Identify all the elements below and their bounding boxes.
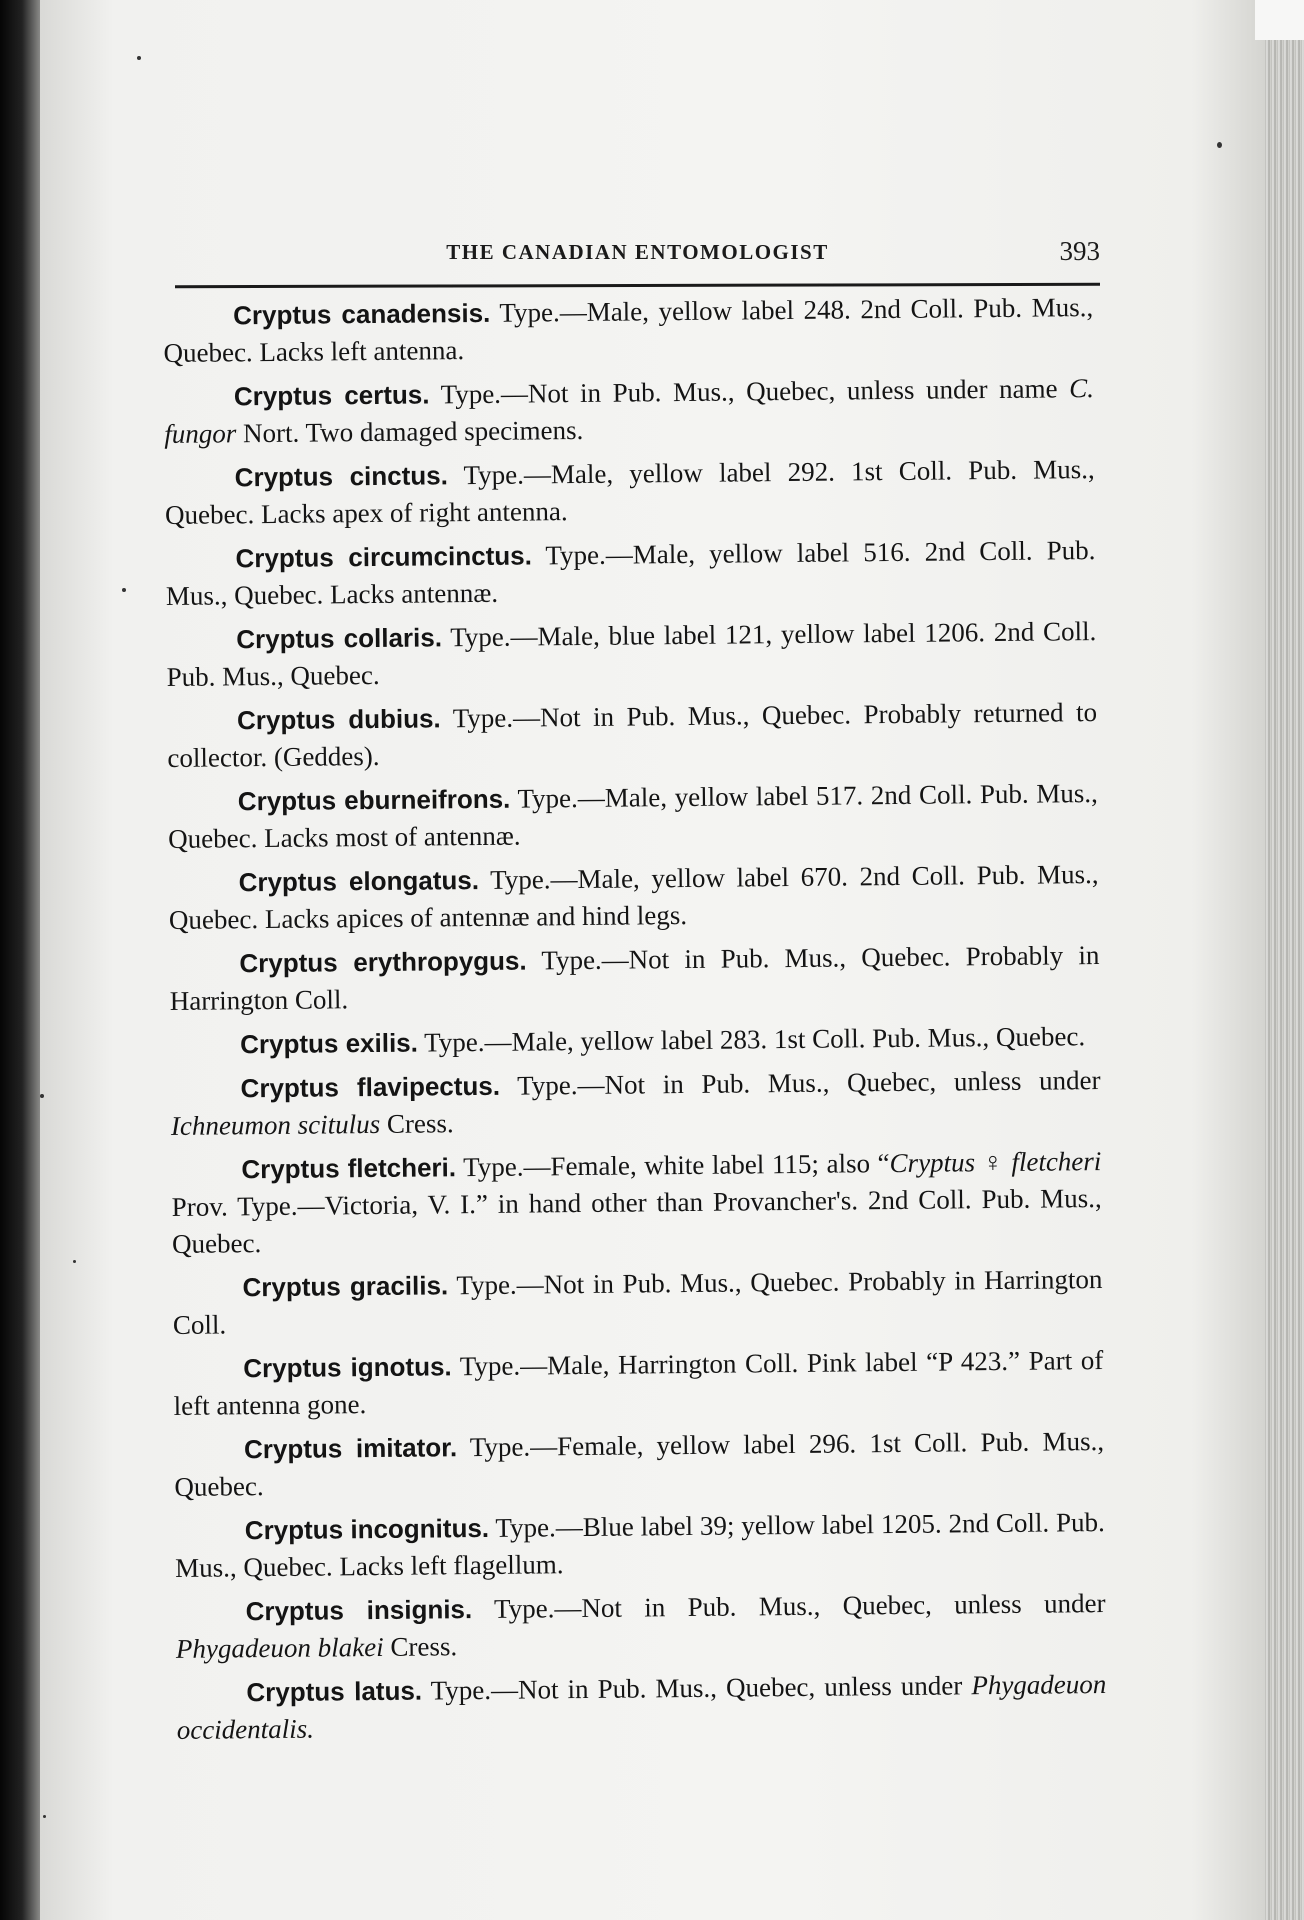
entry <box>175 1504 1106 1587</box>
entry-description-italic: Phygadeuon blakei <box>175 1631 384 1664</box>
dust-speck <box>40 1094 44 1098</box>
entry <box>174 1423 1105 1506</box>
species-name: Cryptus insignis. <box>245 1594 473 1627</box>
entry-description: Type.—Not in Pub. Mus., Quebec, unless under name <box>440 373 1070 410</box>
entry-description-end: Prov. Type.—Victoria, V. I.” in hand other than Provancher's. 2nd Coll. Pub. Mus., Quebec. <box>171 1183 1102 1259</box>
entry <box>165 532 1096 615</box>
dust-speck <box>43 1815 46 1818</box>
entry <box>167 694 1098 777</box>
entry-description: Type.—Not in Pub. Mus., Quebec, unless under <box>517 1065 1101 1101</box>
species-name: Cryptus erythropygus. <box>239 945 527 979</box>
entry-description: Type.—Female, white label 115; also “ <box>462 1148 890 1183</box>
species-name: Cryptus collaris. <box>236 622 443 655</box>
entry-description-italic: C. fungor <box>164 373 1095 449</box>
entry-description: Type.—Not in Pub. Mus., Quebec. Probably returned to collector. (Geddes). <box>167 697 1098 773</box>
entry-description-end: Cress. <box>383 1631 458 1662</box>
dust-speck <box>137 56 141 60</box>
page-edge-top <box>1255 0 1304 40</box>
entry <box>172 1261 1103 1344</box>
running-head: THE CANADIAN ENTOMOLOGIST <box>446 240 829 264</box>
species-name: Cryptus ignotus. <box>243 1351 452 1384</box>
species-name: Cryptus gracilis. <box>242 1270 449 1303</box>
entry-description: Type.—Not in Pub. Mus., Quebec. Probably in Harrington Coll. <box>172 1264 1103 1340</box>
entry <box>168 856 1099 939</box>
entry <box>163 289 1094 372</box>
entry <box>170 1062 1101 1145</box>
entry <box>175 1585 1106 1668</box>
binding-shadow <box>0 0 40 1920</box>
entry-description: Type.—Blue label 39; yellow label 1205. 2nd Coll. Pub. Mus., Quebec. Lacks left flagellum. <box>175 1507 1105 1583</box>
entry-description: Type.—Not in Pub. Mus., Quebec, unless under <box>493 1588 1106 1624</box>
species-name: Cryptus dubius. <box>236 703 441 736</box>
species-name: Cryptus imitator. <box>243 1432 458 1465</box>
entry-description: Type.—Male, yellow label 292. 1st Coll. Pub. Mus., Quebec. Lacks apex of right antenna. <box>164 454 1095 530</box>
species-name: Cryptus incognitus. <box>244 1512 490 1546</box>
entry-description: Type.—Male, yellow label 517. 2nd Coll. Pub. Mus., Quebec. Lacks most of antennæ. <box>168 778 1098 854</box>
entry <box>168 775 1099 858</box>
entry <box>164 370 1095 453</box>
entry <box>170 1018 1100 1064</box>
species-name: Cryptus certus. <box>233 379 430 412</box>
entry-description: Type.—Male, yellow label 248. 2nd Coll. Pub. Mus., Quebec. Lacks left antenna. <box>163 292 1094 368</box>
species-name: Cryptus exilis. <box>240 1027 419 1060</box>
entry-description-italic: Ichneumon scitulus <box>170 1108 381 1141</box>
page-stack-edge <box>1265 40 1304 1920</box>
species-name: Cryptus elongatus. <box>238 864 480 898</box>
species-name: Cryptus circumcinctus. <box>235 540 532 574</box>
entry <box>169 937 1100 1020</box>
species-name: Cryptus flavipectus. <box>240 1070 501 1104</box>
entry-description: Type.—Not in Pub. Mus., Quebec, unless under <box>430 1670 972 1706</box>
page-number: 393 <box>1059 236 1100 266</box>
entry-description: Type.—Female, yellow label 296. 1st Coll. Pub. Mus., Quebec. <box>174 1426 1105 1502</box>
entry-description: Type.—Male, yellow label 516. 2nd Coll. Pub. Mus., Quebec. Lacks antennæ. <box>165 535 1096 611</box>
entry-description: Type.—Male, yellow label 670. 2nd Coll. Pub. Mus., Quebec. Lacks apices of antennæ and hind legs. <box>168 859 1099 935</box>
entries-list <box>163 289 1107 1756</box>
entry-description-end: Nort. Two damaged specimens. <box>236 414 584 449</box>
entry <box>171 1143 1102 1263</box>
entry-description-italic: Cryptus ♀ fletcheri <box>889 1146 1102 1179</box>
entry-description-end: Cress. <box>380 1108 454 1139</box>
dust-speck <box>122 588 126 592</box>
entry <box>165 451 1096 534</box>
entry-description: Type.—Not in Pub. Mus., Quebec. Probably in Harrington Coll. <box>169 940 1100 1016</box>
dust-speck <box>1217 142 1222 148</box>
entry <box>173 1342 1104 1425</box>
entry-description: Type.—Male, Harrington Coll. Pink label “P 423.” Part of left antenna gone. <box>173 1345 1104 1421</box>
species-name: Cryptus eburneifrons. <box>237 783 511 817</box>
species-name: Cryptus canadensis. <box>233 297 491 331</box>
entry-description-italic: Phygadeuon occidentalis. <box>176 1669 1107 1745</box>
species-name: Cryptus cinctus. <box>234 460 449 493</box>
entry-description: Type.—Male, blue label 121, yellow label 1206. 2nd Coll. Pub. Mus., Quebec. <box>166 616 1097 692</box>
entry <box>166 613 1097 696</box>
entry-description: Type.—Male, yellow label 283. 1st Coll. Pub. Mus., Quebec. <box>424 1021 1086 1058</box>
species-name: Cryptus fletcheri. <box>241 1152 457 1185</box>
species-name: Cryptus latus. <box>246 1675 423 1708</box>
dust-speck <box>73 1260 76 1263</box>
page-header <box>175 236 1100 276</box>
entry <box>176 1666 1107 1749</box>
